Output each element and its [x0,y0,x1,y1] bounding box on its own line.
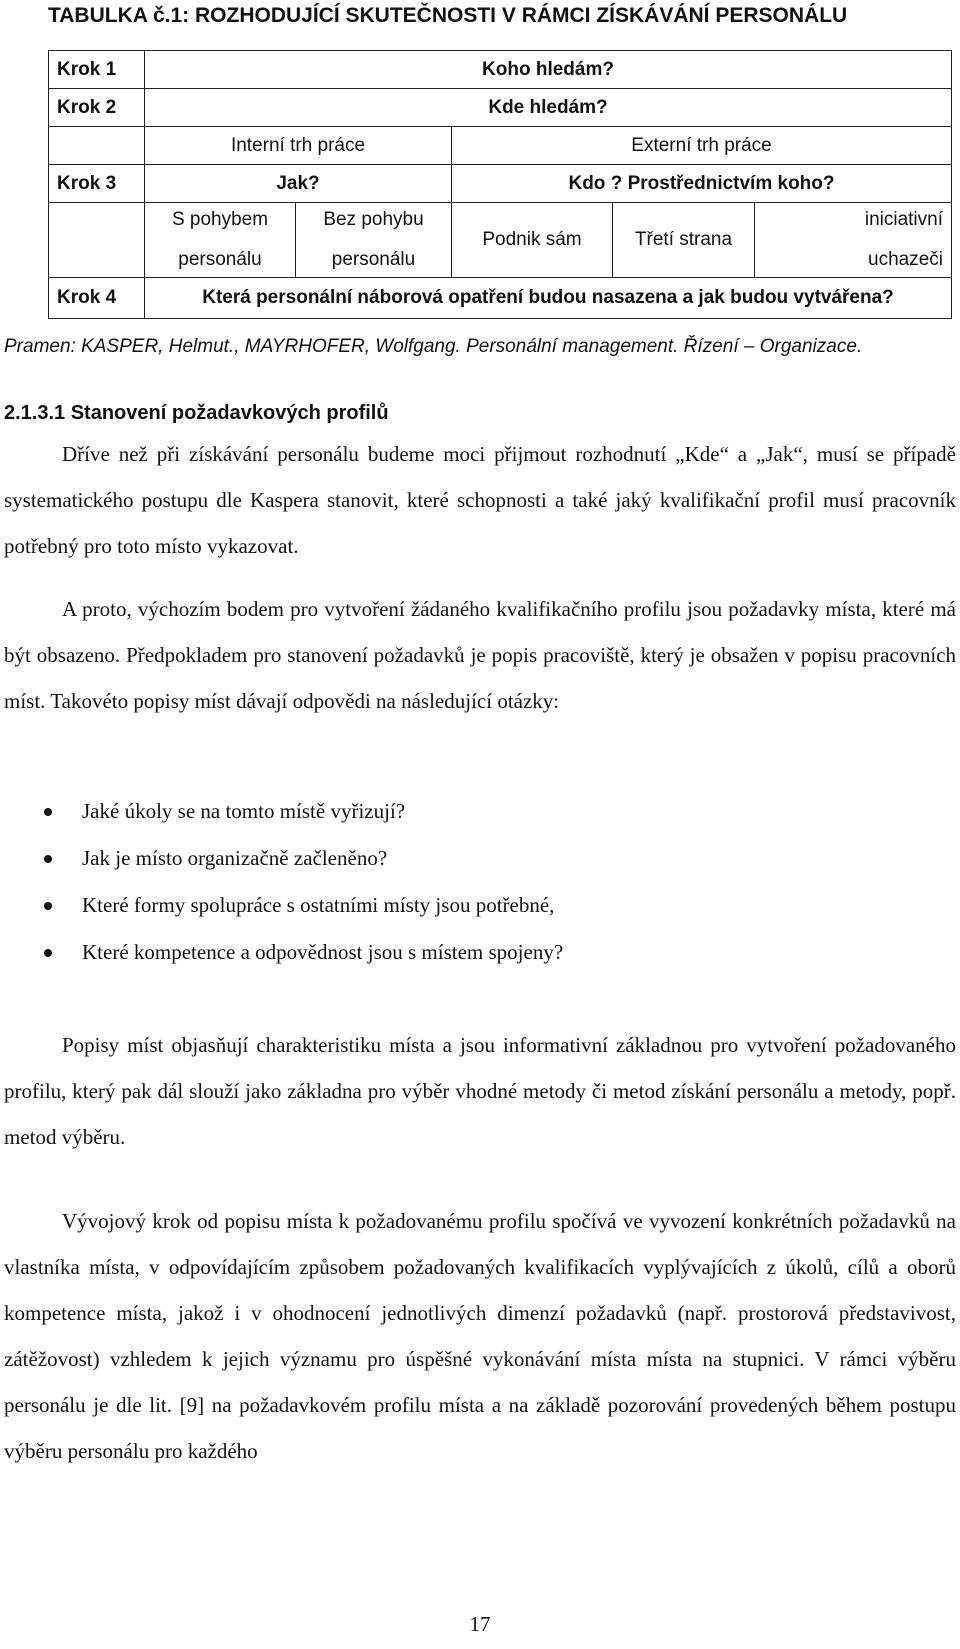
paragraph-4 [4,1198,956,1474]
without-movement-line-2: personálu [331,249,416,271]
table-row [49,203,952,278]
bullet-icon [44,902,52,910]
with-movement-cell [145,203,296,278]
list-item [4,929,944,976]
step-1-label: Krok 1 [49,51,145,89]
decision-table [48,50,952,319]
paragraph-2-text: A proto, výchozím bodem pro vytvoření žádaného kvalifikačního profilu jsou požadavky místa, které má být obsazeno. Předpokladem pro stanovení požadavků je popis pracoviště, který je obsažen v popisu pracovních míst. Takovéto popisy míst dávají odpovědi na následující otázky: [4,597,956,713]
list-item [4,788,944,835]
paragraph-4-text: Vývojový krok od popisu místa k požadovanému profilu spočívá ve vyvození konkrétních požadavků na vlastníka místa, v odpovídajícím způsobem požadovaných kvalifikacích vyplývajících z úkolů, cílů a oborů kompetence místa, jakož i v ohodnocení jednotlivých dimenzí požadavků (např. prostorová představivost, zátěžovost) vzhledem k jejich významu pro úspěšné vykonávání místa místa na stupnici. V rámci výběru personálu je dle lit. [9] na požadavkovém profilu místa a na základě pozorování provedených během postupu výběru personálu pro každého [4,1209,956,1463]
without-movement-cell [296,203,452,278]
empty-cell [49,127,145,165]
step-3-label: Krok 3 [49,165,145,203]
with-movement-line-1: S pohybem [171,209,269,230]
internal-market: Interní trh práce [145,127,452,165]
bullet-icon [44,855,52,863]
external-market: Externí trh práce [452,127,952,165]
list-item-text: Jak je místo organizačně začleněno? [82,846,388,870]
without-movement-line-1: Bez pohybu [323,209,424,230]
page-number: 17 [469,1612,491,1636]
paragraph-2 [4,586,956,724]
paragraph-3 [4,1022,956,1160]
table-row [49,127,952,165]
paragraph-3-text: Popisy míst objasňují charakteristiku místa a jsou informativní základnou pro vytvoření požadovaného profilu, který pak dál slouží jako základna pro výběr vhodné metody či metod získání personálu a metody, popř. metod výběru. [4,1033,956,1149]
paragraph-1 [4,431,956,569]
initiative-line-1: iniciativní [864,209,944,230]
table-row [49,165,952,203]
list-item-text: Které kompetence a odpovědnost jsou s místem spojeny? [82,940,564,964]
initiative-line-2: uchazeči [868,249,944,271]
question-list [4,788,944,976]
where-question: Kde hledám? [145,89,952,127]
table-row [49,89,952,127]
company-itself-cell: Podnik sám [452,203,613,278]
bullet-icon [44,808,52,816]
list-item-text: Které formy spolupráce s ostatními místy jsou potřebné, [82,893,555,917]
bullet-icon [44,949,52,957]
how-question: Jak? [145,165,452,203]
measures-question: Která personální náborová opatření budou nasazena a jak budou vytvářena? [145,278,952,319]
third-party-cell: Třetí strana [613,203,755,278]
section-heading: 2.1.3.1 Stanovení požadavkových profilů [4,402,389,424]
with-movement-line-2: personálu [178,249,262,271]
who-through-question: Kdo ? Prostřednictvím koho? [452,165,952,203]
paragraph-1-text: Dříve než při získávání personálu budeme moci přijmout rozhodnutí „Kde“ a „Jak“, musí se případě systematického postupu dle Kaspera stanovit, které schopnosti a také jaký kvalifikační profil musí pracovník potřebný pro toto místo vykazovat. [4,442,956,558]
source-citation: Pramen: KASPER, Helmut., MAYRHOFER, Wolfgang. Personální management. Řízení – Organizace. [4,336,863,357]
empty-cell [49,203,145,278]
table-row [49,278,952,319]
table-caption: TABULKA č.1: ROZHODUJÍCÍ SKUTEČNOSTI V RÁMCI ZÍSKÁVÁNÍ PERSONÁLU [48,4,848,27]
table-row [49,51,952,89]
step-4-label: Krok 4 [49,278,145,319]
list-item-text: Jaké úkoly se na tomto místě vyřizují? [82,799,406,823]
list-item [4,835,944,882]
list-item [4,882,944,929]
step-2-label: Krok 2 [49,89,145,127]
initiative-applicants-cell [755,203,952,278]
who-question: Koho hledám? [145,51,952,89]
